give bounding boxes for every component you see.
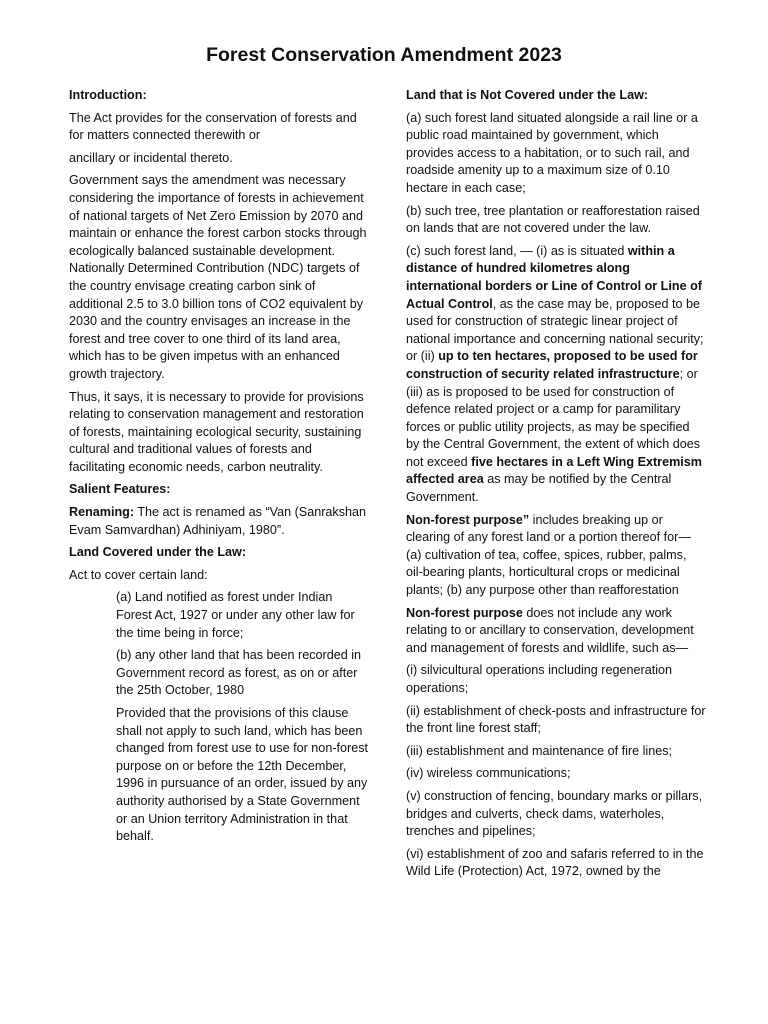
intro-paragraph-1b: ancillary or incidental thereto. bbox=[69, 150, 233, 165]
intro-paragraph-2: Government says the amendment was necessary considering the importance of forests in achievement of national targets of Net Zero Emission by 2070 and maintain or enhance the forest carbon stocks through ecologically balanced sustainable development. Nationally Determined Contribution (NDC) targets of the country envisage creating carbon sink of additional 2.5 to 3.0 billion tons of CO2 equivalent by 2030 and the country envisages an increase in the forest and tree cover to one third of its land area, which has to be given impetus with an enhanced growth trajectory. bbox=[69, 173, 367, 381]
covered-item-a: (a) Land notified as forest under Indian Forest Act, 1927 or under any other law for the time being in force; bbox=[116, 590, 355, 640]
renaming-text: The act is renamed as “Van (Sanrakshan Evam Samvardhan) Adhiniyam, 1980”. bbox=[69, 505, 367, 537]
nfp-text: includes breaking up or clearing of any forest land or a portion thereof for— (a) cultivation of tea, coffee, spices, rubber, palms, oil-bearing plants, horticultural crops or medicinal plants; (b) any purpose other than reafforestation bbox=[406, 512, 691, 598]
nc-c-text-3: ; or (iii) as is proposed to be used for construction of defence related project or a camp for paramilitary forces or public utility projects, as may be specified by the Central Government, the extent of which does not exceed bbox=[406, 366, 701, 469]
nc-c-text-1: (c) such forest land, — (i) as is situated bbox=[406, 243, 628, 258]
renaming-paragraph bbox=[69, 504, 369, 539]
nc-c-bold-2: up to ten hectares, proposed to be used for construction of security related infrastructure bbox=[406, 349, 698, 381]
renaming-label: Renaming: bbox=[69, 505, 135, 520]
nc-c-text-2: , as the case may be, proposed to be used for construction of strategic linear project of national importance and concerning national security; or (ii) bbox=[406, 296, 704, 364]
work-item-ii: (ii) establishment of check-posts and infrastructure for the front line forest staff; bbox=[406, 703, 706, 736]
nc-c-text-4: as may be notified by the Central Government. bbox=[406, 472, 672, 505]
nfp2-label: Non-forest purpose bbox=[406, 605, 523, 620]
land-covered-heading: Land Covered under the Law: bbox=[69, 545, 247, 560]
salient-features-heading: Salient Features: bbox=[69, 482, 171, 497]
not-covered-item-c bbox=[406, 243, 706, 507]
nc-c-bold-1: within a distance of hundred kilometres along international borders or Line of Control or Line of Actual Control bbox=[406, 243, 702, 311]
non-forest-purpose-paragraph bbox=[406, 512, 706, 600]
introduction-heading: Introduction: bbox=[69, 88, 147, 102]
nc-c-bold-3: five hectares in a Left Wing Extremism affected area bbox=[406, 454, 702, 487]
nfp2-text: does not include any work relating to or ancillary to conservation, development and management of forests and wildlife, such as— bbox=[406, 605, 694, 655]
right-column bbox=[406, 87, 706, 886]
work-item-iii: (iii) establishment and maintenance of fire lines; bbox=[406, 743, 672, 758]
intro-paragraph-3: Thus, it says, it is necessary to provide for provisions relating to conservation management and restoration of forests, maintaining ecological security, sustaining cultural and traditional values of forests and facilitating economic needs, carbon neutrality. bbox=[69, 389, 364, 474]
not-covered-heading: Land that is Not Covered under the Law: bbox=[406, 88, 649, 102]
work-item-iv: (iv) wireless communications; bbox=[406, 766, 571, 781]
left-column bbox=[69, 87, 369, 851]
work-item-v: (v) construction of fencing, boundary marks or pillars, bridges and culverts, check dams, waterholes, trenches and pipelines; bbox=[406, 788, 703, 839]
document-title: Forest Conservation Amendment 2023 bbox=[206, 44, 562, 66]
work-item-vi: (vi) establishment of zoo and safaris referred to in the Wild Life (Protection) Act, 1972, owned by the bbox=[406, 846, 704, 879]
not-covered-item-a: (a) such forest land situated alongside a rail line or a public road maintained by government, which provides access to a habitation, or to such rail, and roadside amenity up to a maximum size of 0.10 hectare in each case; bbox=[406, 110, 698, 195]
not-covered-item-b: (b) such tree, tree plantation or reafforestation raised on lands that are not covered under the law. bbox=[406, 203, 700, 236]
intro-paragraph-1a: The Act provides for the conservation of forests and for matters connected therewith or bbox=[69, 110, 357, 143]
nfp-label: Non-forest purpose” bbox=[406, 512, 530, 527]
act-cover-line: Act to cover certain land: bbox=[69, 567, 208, 582]
covered-item-b: (b) any other land that has been recorded in Government record as forest, as on or after the 25th October, 1980 bbox=[116, 648, 362, 698]
non-forest-exclusion-paragraph bbox=[406, 605, 706, 658]
covered-land-list bbox=[116, 589, 369, 845]
proviso-paragraph: Provided that the provisions of this clause shall not apply to such land, which has been changed from forest use to use for non-forest purpose on or before the 12th December, 1996 in pursuance of an order, issued by any authority authorised by a State Government or an Union territory Administration in that behalf. bbox=[116, 706, 369, 844]
work-item-i: (i) silvicultural operations including regeneration operations; bbox=[406, 663, 673, 695]
